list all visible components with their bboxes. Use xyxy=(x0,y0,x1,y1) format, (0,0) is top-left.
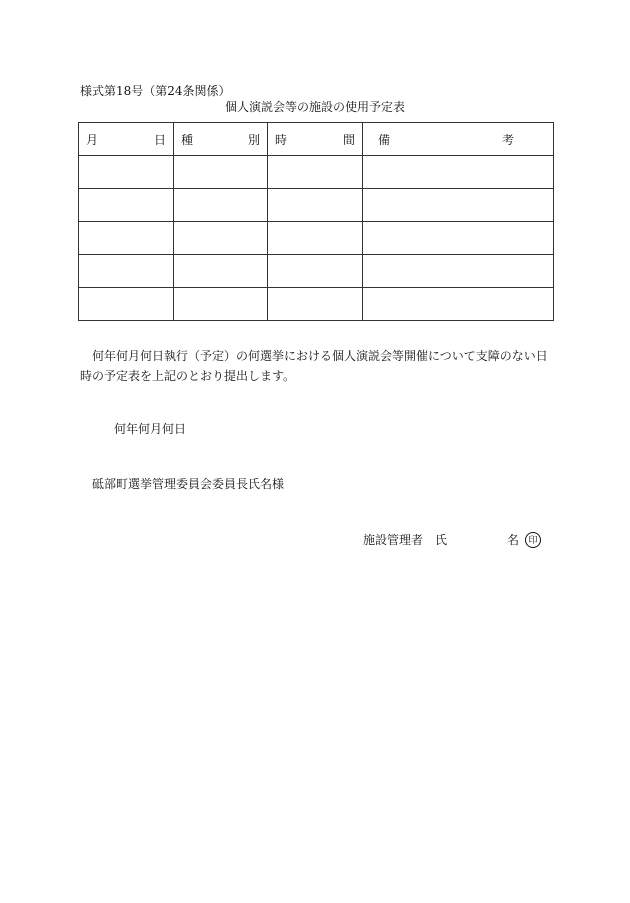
table-cell[interactable] xyxy=(174,189,268,222)
table-cell[interactable] xyxy=(79,255,174,288)
table-cell[interactable] xyxy=(268,222,363,255)
signature-mei: 名 xyxy=(507,533,520,547)
table-cell[interactable] xyxy=(174,156,268,189)
date-line: 何年何月何日 xyxy=(114,422,187,436)
table-cell[interactable] xyxy=(268,189,363,222)
addressee: 砥部町選挙管理委員会委員長氏名様 xyxy=(92,477,285,491)
form-number-label: 様式第18号（第24条関係） xyxy=(80,84,231,98)
seal-icon: 印 xyxy=(525,532,541,548)
table-cell[interactable] xyxy=(174,255,268,288)
table-row xyxy=(79,222,554,255)
table-cell[interactable] xyxy=(363,222,554,255)
table-cell[interactable] xyxy=(79,222,174,255)
table-cell[interactable] xyxy=(268,255,363,288)
table-cell[interactable] xyxy=(363,189,554,222)
signature-label: 施設管理者 xyxy=(363,533,424,547)
table-cell[interactable] xyxy=(79,288,174,321)
header-date: 月 日 xyxy=(79,123,174,156)
table-cell[interactable] xyxy=(268,288,363,321)
table-header-row xyxy=(79,123,554,156)
table-cell[interactable] xyxy=(79,189,174,222)
document-title: 個人演説会等の施設の使用予定表 xyxy=(224,100,405,114)
table-row xyxy=(79,255,554,288)
table-row xyxy=(79,189,554,222)
header-time: 時 間 xyxy=(268,123,363,156)
table-cell[interactable] xyxy=(363,255,554,288)
table-row xyxy=(79,156,554,189)
table-cell[interactable] xyxy=(174,288,268,321)
schedule-table xyxy=(78,122,554,321)
table-cell[interactable] xyxy=(174,222,268,255)
signature-line xyxy=(363,531,541,548)
header-type: 種 別 xyxy=(174,123,268,156)
table-cell[interactable] xyxy=(268,156,363,189)
table-cell[interactable] xyxy=(363,156,554,189)
signature-shi: 氏 xyxy=(435,533,448,547)
body-text: 何年何月何日執行（予定）の何選挙における個人演説会等開催について支障のない日時の予定表を上記のとおり提出します。 xyxy=(80,349,548,383)
header-notes: 備 考 xyxy=(363,123,554,156)
table-cell[interactable] xyxy=(363,288,554,321)
table-cell[interactable] xyxy=(79,156,174,189)
table-row xyxy=(79,288,554,321)
